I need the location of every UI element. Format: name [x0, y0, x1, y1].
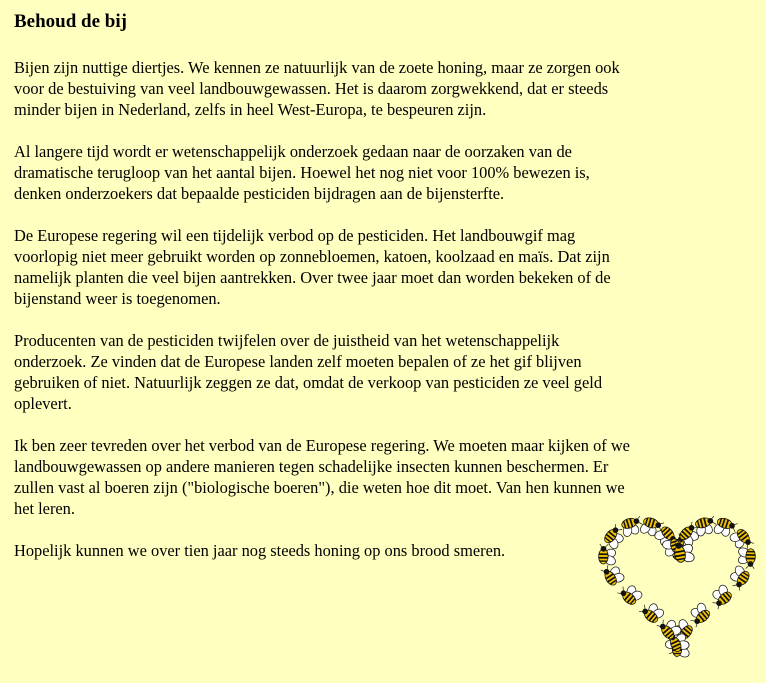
document-page	[14, 10, 754, 582]
paragraph-line: landbouwgewassen op andere manieren tegen schadelijke insecten kunnen beschermen. Er	[14, 457, 609, 476]
paragraph-line: dramatische terugloop van het aantal bijen. Hoewel het nog niet voor 100% bewezen is,	[14, 163, 590, 182]
bee-icon	[725, 562, 753, 591]
paragraph-2	[14, 141, 754, 204]
paragraph-line: voor de bestuiving van veel landbouwgewassen. Het is daarom zorgwekkend, dat er steeds	[14, 79, 609, 98]
paragraph-line: De Europese regering wil een tijdelijk verbod op de pesticiden. Het landbouwgif mag	[14, 226, 576, 245]
paragraph-line: onderzoek. Ze vinden dat de Europese landen zelf moeten bepalen of ze het gif blijven	[14, 352, 582, 371]
paragraph-line: voorlopig niet meer gebruikt worden op zonnebloemen, katoen, koolzaad en maïs. Dat zijn	[14, 247, 610, 266]
paragraph-line: bijenstand weer is toegenomen.	[14, 289, 221, 308]
paragraph-line: zullen vast al boeren zijn ("biologische boeren"), die weten hoe dit moet. Van hen kunnen we	[14, 478, 625, 497]
paragraph-4	[14, 330, 754, 414]
paragraph-line: oplevert.	[14, 394, 72, 413]
paragraph-line: het leren.	[14, 499, 75, 518]
paragraph-line: namelijk planten die veel bijen aantrekken. Over twee jaar moet dan worden bekeken of de	[14, 268, 611, 287]
bee-icon	[617, 580, 646, 609]
paragraph-1	[14, 57, 754, 120]
paragraph-line: Al langere tijd wordt er wetenschappelijk onderzoek gedaan naar de oorzaken van de	[14, 142, 572, 161]
paragraph-line: Hopelijk kunnen we over tien jaar nog steeds honing op ons brood smeren.	[14, 541, 506, 560]
bee-icon	[685, 599, 714, 627]
paragraph-line: gebruiken of niet. Natuurlijk zeggen ze dat, omdat de verkoop van pesticiden ze veel geld	[14, 373, 603, 392]
document-title: Behoud de bij	[14, 11, 127, 32]
paragraph-line: Bijen zijn nuttige diertjes. We kennen ze natuurlijk van de zoete honing, maar ze zorgen ook	[14, 58, 620, 77]
paragraph-line: Ik ben zeer tevreden over het verbod van de Europese regering. We moeten maar kijken of we	[14, 436, 630, 455]
paragraph-5	[14, 435, 754, 519]
bee-icon	[707, 581, 736, 610]
bee-heart-illustration	[592, 512, 762, 672]
bee-icon	[737, 546, 756, 569]
paragraph-line: minder bijen in Nederland, zelfs in heel West-Europa, te bespeuren zijn.	[14, 100, 487, 119]
paragraph-line: denken onderzoekers dat bepaalde pesticiden bijdragen aan de bijensterfte.	[14, 184, 505, 203]
bee-icon	[600, 560, 628, 589]
paragraph-line: Producenten van de pesticiden twijfelen over de juistheid van het wetenschappelijk	[14, 331, 560, 350]
paragraph-3	[14, 225, 754, 309]
